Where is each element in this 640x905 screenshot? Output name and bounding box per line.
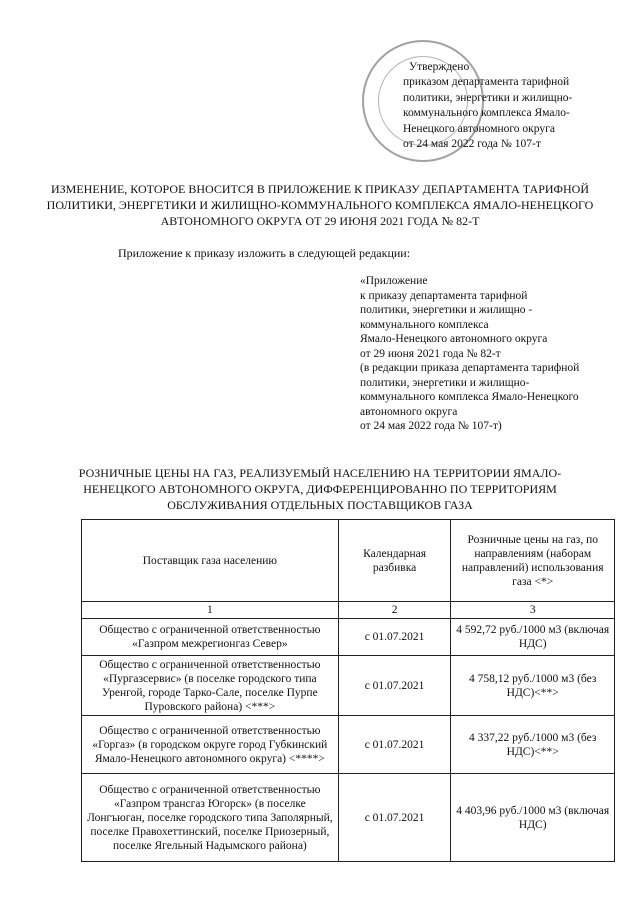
table-row (82, 716, 615, 774)
annex-line: от 24 мая 2022 года № 107-т) (360, 420, 502, 432)
annex-line: к приказу департамента тарифной (360, 289, 528, 302)
annex-line: коммунального комплекса Ямало-Ненецкого (360, 391, 579, 403)
period-cell: с 01.07.2021 (338, 619, 451, 656)
supplier-cell: Общество с ограниченной ответственностью «Пургазсервис» (в поселке городского типа Уренгой, городе Тарко-Сале, поселке Пурпе Пуровского района) <***> (82, 656, 339, 716)
table-row (82, 656, 615, 716)
approval-line: от 24 мая 2022 года № 107-т (403, 138, 541, 151)
column-number: 3 (451, 602, 615, 619)
price-cell: 4 403,96 руб./1000 м3 (включая НДС) (451, 774, 615, 862)
approval-line: Ненецкого автономного округа (403, 122, 555, 135)
price-cell: 4 758,12 руб./1000 м3 (без НДС)<**> (451, 656, 615, 716)
approval-block (403, 60, 635, 152)
annex-line: политики, энергетики и жилищно- (360, 376, 530, 389)
document-title: ИЗМЕНЕНИЕ, КОТОРОЕ ВНОСИТСЯ В ПРИЛОЖЕНИЕ К ПРИКАЗУ ДЕПАРТАМЕНТА ТАРИФНОЙ ПОЛИТИКИ, ЭНЕРГЕТИКИ И ЖИЛИЩНО-КОММУНАЛЬНОГО КОМПЛЕКСА ЯМАЛО-НЕНЕЦКОГО АВТОНОМНОГО ОКРУГА ОТ 29 ИЮНЯ 2021 ГОДА № 82-Т (46, 182, 594, 228)
header-period: Календарная разбивка (338, 520, 451, 602)
price-table (81, 519, 615, 862)
annex-line: (в редакции приказа департамента тарифной (360, 362, 580, 374)
approval-line: Утверждено (409, 61, 470, 73)
annex-line: автономного округа (360, 405, 458, 418)
price-cell: 4 337,22 руб./1000 м3 (без НДС)<**> (451, 716, 615, 774)
annex-line: Ямало-Ненецкого автономного округа (360, 333, 548, 345)
table-heading: РОЗНИЧНЫЕ ЦЕНЫ НА ГАЗ, РЕАЛИЗУЕМЫЙ НАСЕЛЕНИЮ НА ТЕРРИТОРИИ ЯМАЛО-НЕНЕЦКОГО АВТОНОМНОГО ОКРУГА, ДИФФЕРЕНЦИРОВАННО ПО ТЕРРИТОРИЯМ ОБСЛУЖИВАНИЯ ОТДЕЛЬНЫХ ПОСТАВЩИКОВ ГАЗА (78, 466, 562, 512)
annex-block (360, 274, 622, 434)
header-supplier: Поставщик газа населению (82, 520, 339, 602)
table-header-row (82, 520, 615, 602)
header-price: Розничные цены на газ, по направлениям (наборам направлений) использования газа <*> (451, 520, 615, 602)
annex-line: коммунального комплекса (360, 318, 489, 331)
table-row (82, 619, 615, 656)
supplier-cell: Общество с ограниченной ответственностью «Горгаз» (в городском округе город Губкинский Ямало-Ненецкого автономного округа) <****> (82, 716, 339, 774)
period-cell: с 01.07.2021 (338, 774, 451, 862)
column-number-row (82, 602, 615, 619)
table-row (82, 774, 615, 862)
intro-text: Приложение к приказу изложить в следующей редакции: (118, 246, 411, 260)
period-cell: с 01.07.2021 (338, 656, 451, 716)
period-cell: с 01.07.2021 (338, 716, 451, 774)
approval-line: приказом департамента тарифной (403, 76, 570, 89)
supplier-cell: Общество с ограниченной ответственностью «Газпром межрегионгаз Север» (82, 619, 339, 656)
column-number: 1 (82, 602, 339, 619)
column-number: 2 (338, 602, 451, 619)
approval-line: политики, энергетики и жилищно- (403, 91, 573, 104)
annex-line: политики, энергетики и жилищно - (360, 304, 533, 316)
approval-line: коммунального комплекса Ямало- (403, 107, 570, 120)
annex-line: от 29 июня 2021 года № 82-т (360, 347, 501, 360)
price-cell: 4 592,72 руб./1000 м3 (включая НДС) (451, 619, 615, 656)
annex-line: «Приложение (360, 275, 428, 287)
supplier-cell: Общество с ограниченной ответственностью «Газпром трансгаз Югорск» (в поселке Лонгъюган, поселке городского типа Заполярный, поселке Правохеттинский, поселке Приозерный, поселке Ягельный Надымского района) (82, 774, 339, 862)
